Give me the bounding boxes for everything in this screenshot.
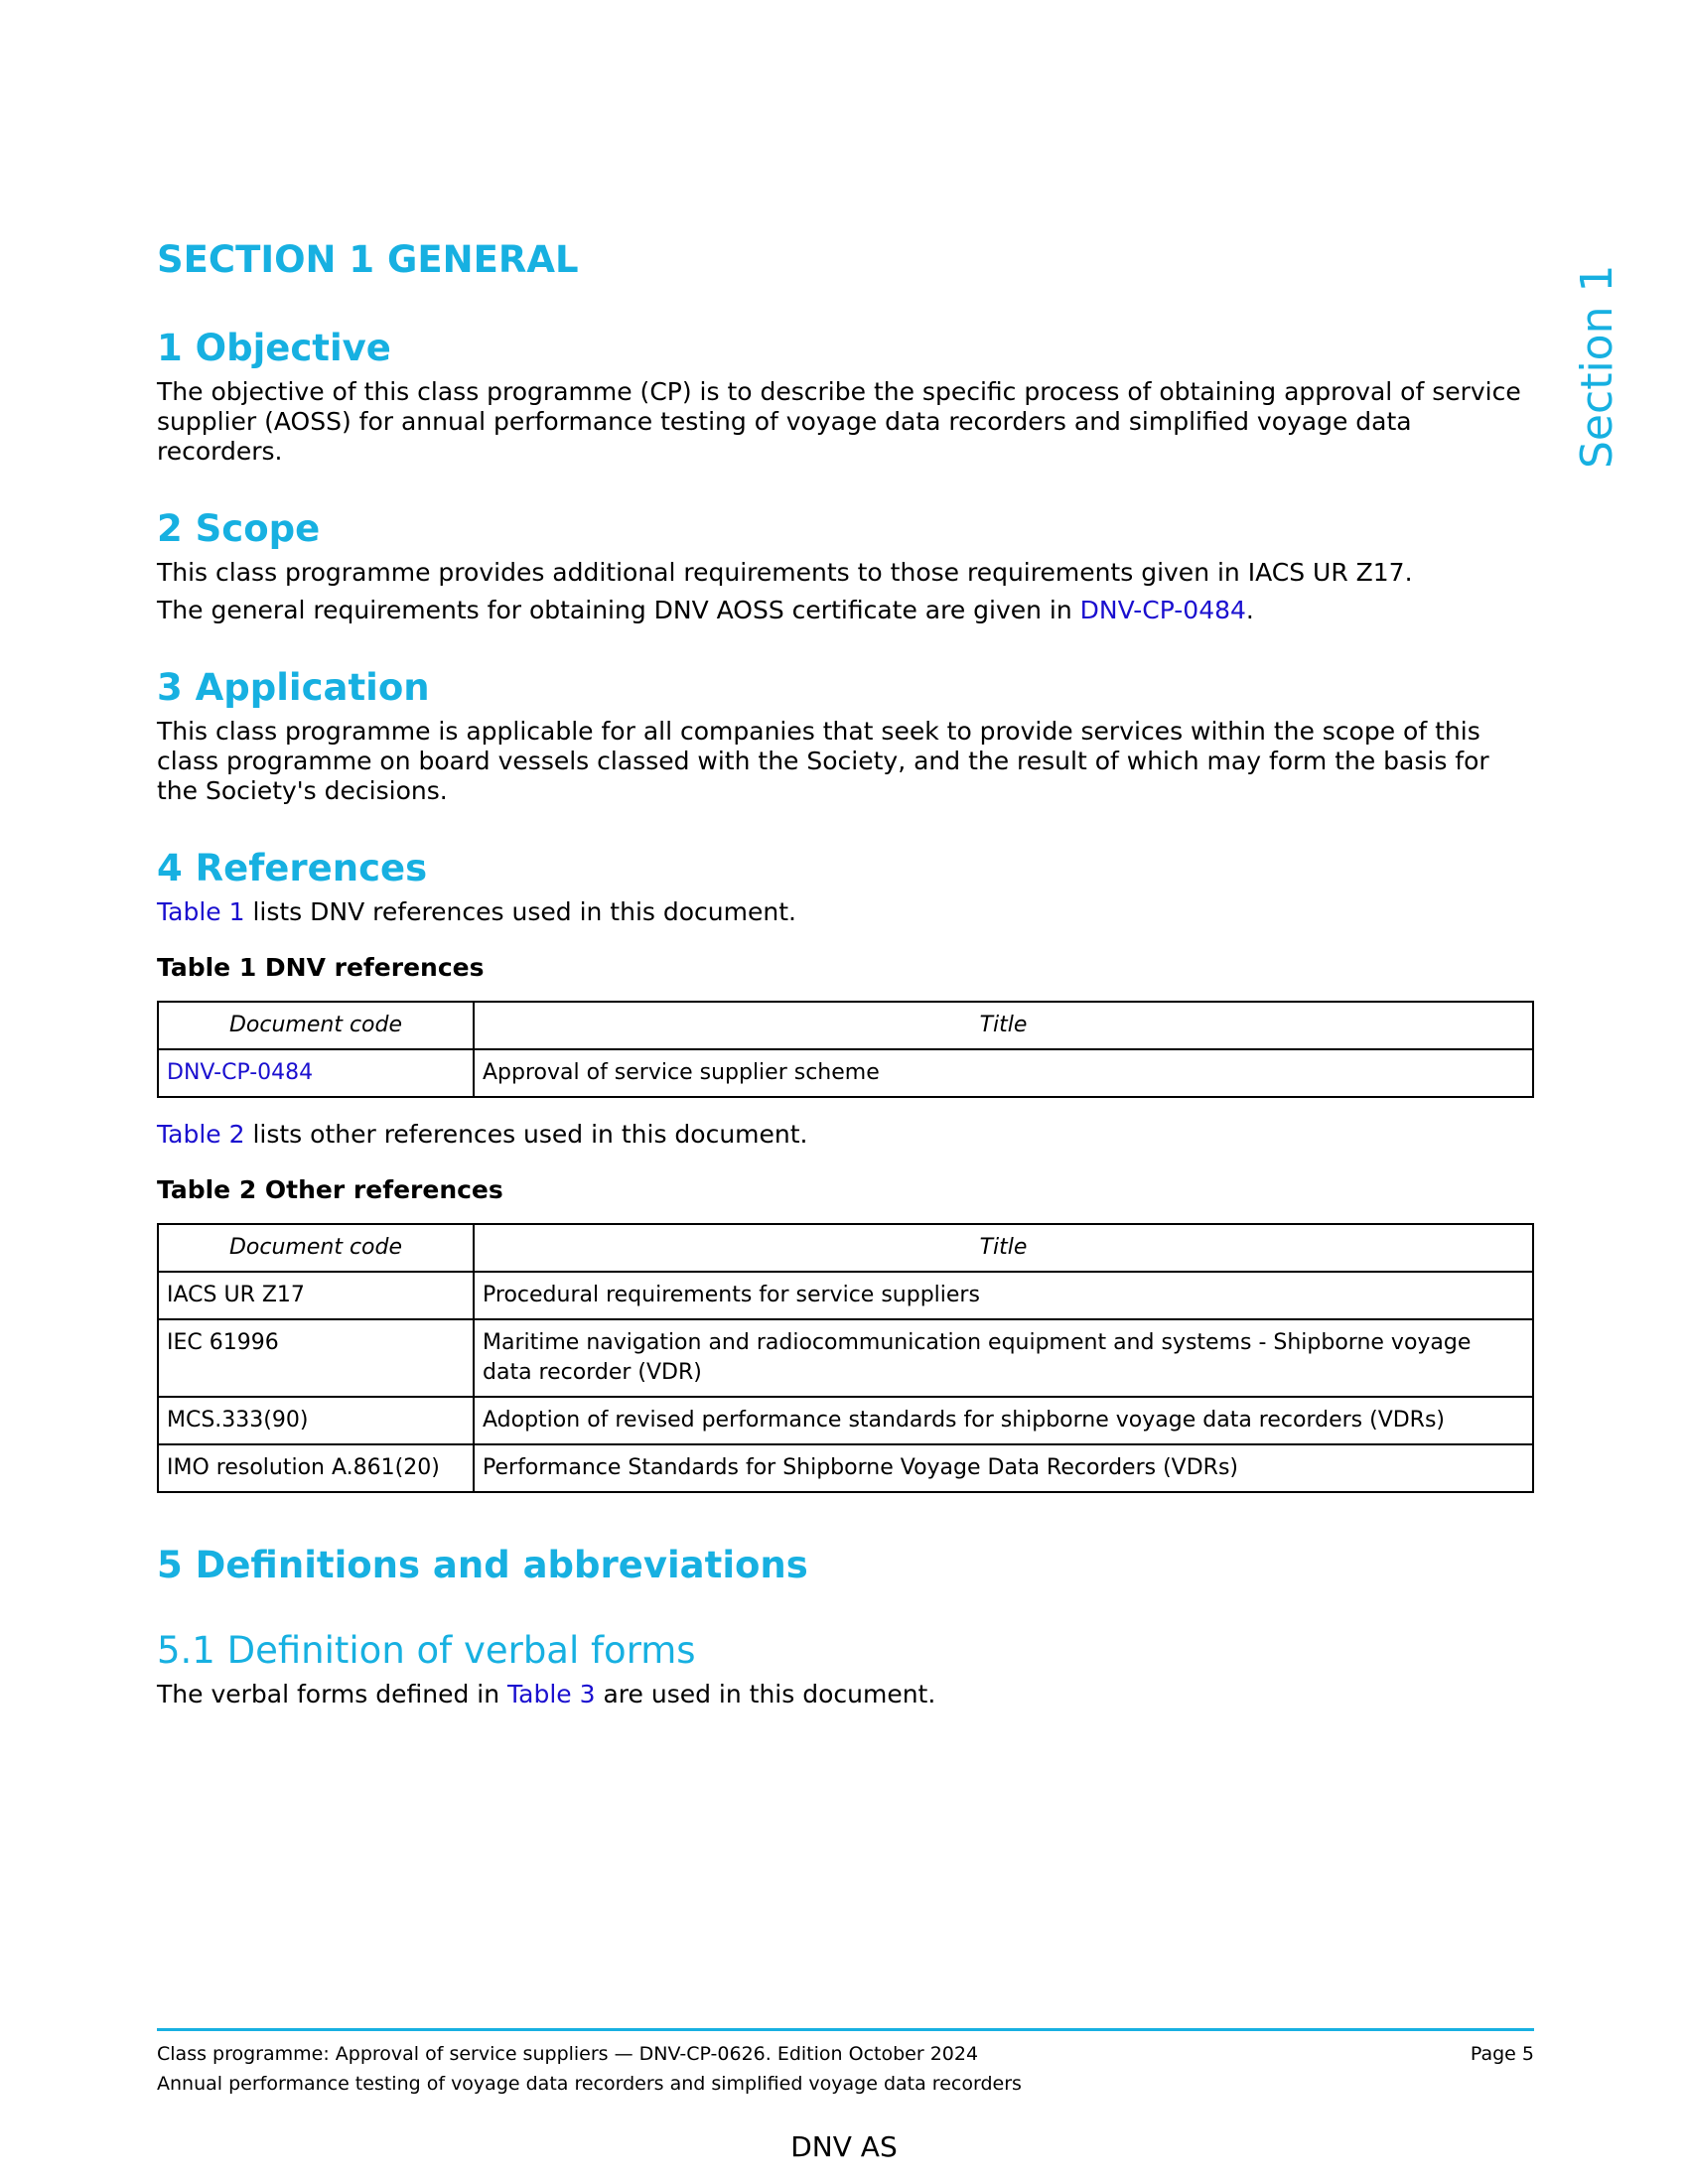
- table-row: [158, 1272, 1533, 1319]
- table-cell: IMO resolution A.861(20): [158, 1444, 474, 1492]
- page-footer: [157, 2028, 1534, 2099]
- application-text: This class programme is applicable for all companies that seek to provide services within the scope of this class programme on board vessels classed with the Society, and the result of which may form the basis for the Society's decisions.: [157, 717, 1489, 805]
- table-row: [158, 1444, 1533, 1492]
- dnv-cp-0484-table-link[interactable]: DNV-CP-0484: [167, 1060, 314, 1085]
- table-row: [158, 1319, 1533, 1397]
- company-name: DNV AS: [790, 2130, 898, 2163]
- page-content: [157, 238, 1529, 1709]
- footer-page-number: Page 5: [1470, 2043, 1534, 2065]
- dnv-references-table: [157, 1001, 1534, 1098]
- dnv-cp-0484-link[interactable]: DNV-CP-0484: [1079, 596, 1246, 624]
- table1-header-code: Document code: [158, 1002, 474, 1049]
- table-cell: IEC 61996: [158, 1319, 474, 1397]
- table-3-link[interactable]: Table 3: [507, 1680, 596, 1708]
- table-cell: Procedural requirements for service suppliers: [474, 1272, 1533, 1319]
- footer-doc-subtitle: Annual performance testing of voyage data recorders and simplified voyage data recorders: [157, 2073, 1022, 2095]
- table-cell: Performance Standards for Shipborne Voyage Data Recorders (VDRs): [474, 1444, 1533, 1492]
- footer-doc-title: Class programme: Approval of service suppliers — DNV-CP-0626. Edition October 2024: [157, 2043, 979, 2065]
- scope-text-2: The general requirements for obtaining DNV AOSS certificate are given in DNV-CP-0484.: [157, 596, 1254, 624]
- objective-text: The objective of this class programme (CP) is to describe the specific process of obtaining approval of service supplier (AOSS) for annual performance testing of voyage data recorders and simplified voyage data recorders.: [157, 377, 1521, 466]
- table1-caption: Table 1 DNV references: [157, 953, 485, 982]
- table1-header-title: Title: [474, 1002, 1533, 1049]
- table-row: [158, 1049, 1533, 1097]
- section-title: SECTION 1 GENERAL: [157, 238, 579, 281]
- table-cell: Adoption of revised performance standards for shipborne voyage data recorders (VDRs): [474, 1397, 1533, 1444]
- table-cell: Maritime navigation and radiocommunication equipment and systems - Shipborne voyage data recorder (VDR): [474, 1319, 1533, 1397]
- section-side-tab: Section 1: [1572, 264, 1622, 469]
- heading-objective: 1 Objective: [157, 327, 391, 369]
- table2-header-title: Title: [474, 1224, 1533, 1272]
- table-cell: Approval of service supplier scheme: [474, 1049, 1533, 1097]
- other-references-table: [157, 1223, 1534, 1493]
- table-cell: MCS.333(90): [158, 1397, 474, 1444]
- table-2-link[interactable]: Table 2: [157, 1120, 245, 1149]
- table1-intro: Table 1 lists DNV references used in this document.: [157, 897, 796, 926]
- verbal-forms-text: The verbal forms defined in Table 3 are used in this document.: [157, 1680, 936, 1708]
- heading-references: 4 References: [157, 847, 428, 889]
- heading-verbal-forms: 5.1 Definition of verbal forms: [157, 1629, 696, 1672]
- heading-application: 3 Application: [157, 666, 430, 709]
- table2-intro: Table 2 lists other references used in this document.: [157, 1120, 808, 1149]
- scope-text-1: This class programme provides additional requirements to those requirements given in IACS UR Z17.: [157, 558, 1413, 587]
- heading-definitions: 5 Definitions and abbreviations: [157, 1544, 808, 1586]
- table-cell: IACS UR Z17: [158, 1272, 474, 1319]
- table2-header-code: Document code: [158, 1224, 474, 1272]
- table-row: [158, 1397, 1533, 1444]
- table-1-link[interactable]: Table 1: [157, 897, 245, 926]
- table2-caption: Table 2 Other references: [157, 1175, 503, 1204]
- heading-scope: 2 Scope: [157, 507, 321, 550]
